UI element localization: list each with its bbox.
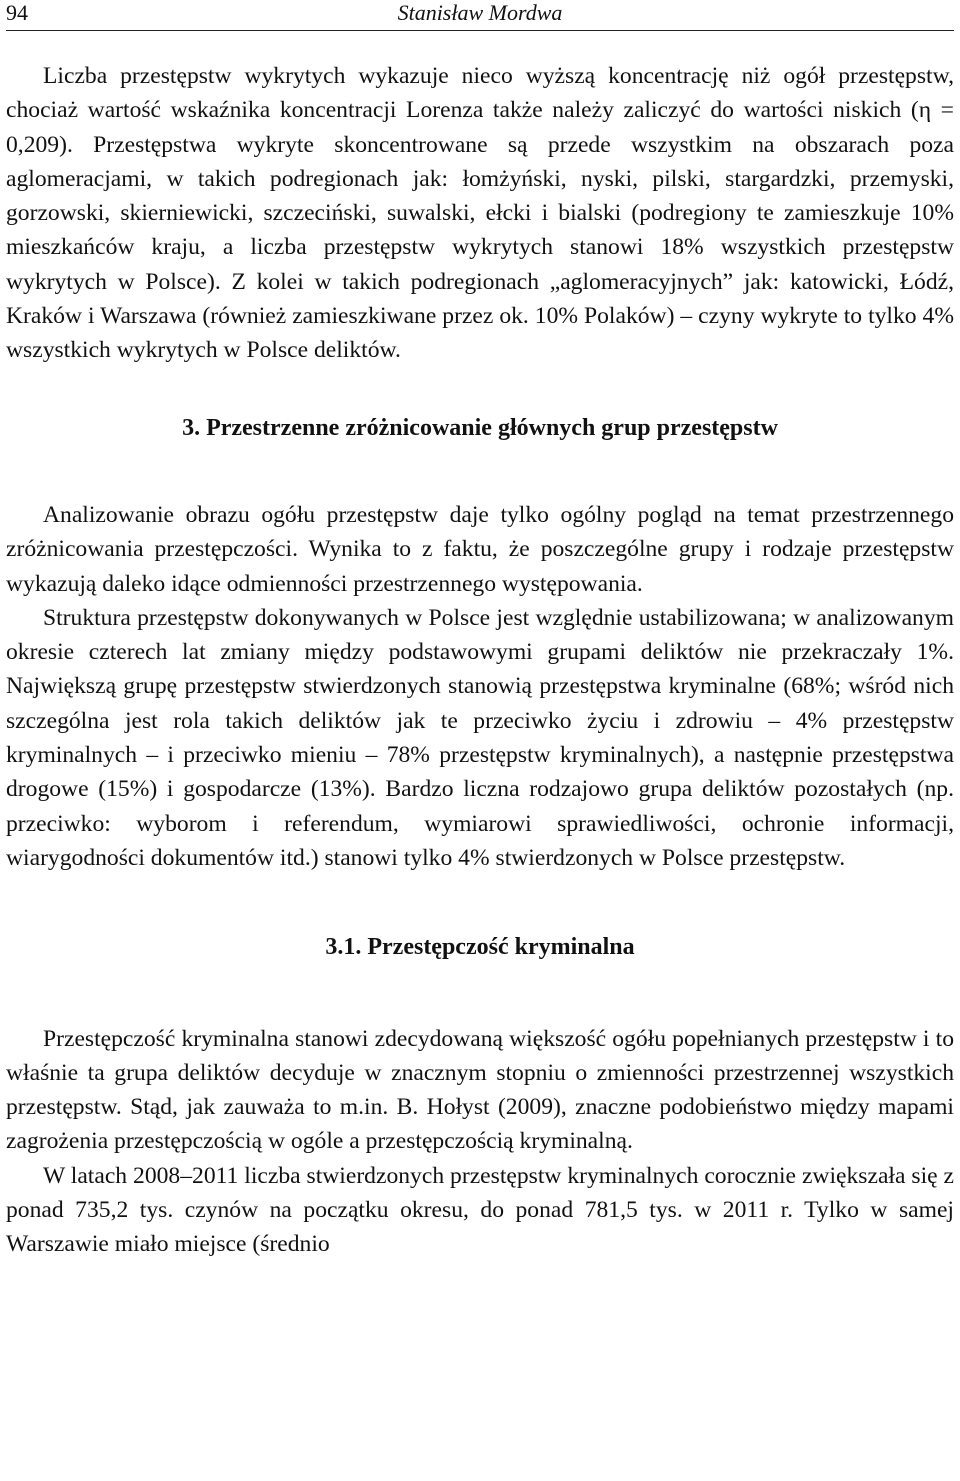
paragraph-yearly-trend: W latach 2008–2011 liczba stwierdzonych przestępstw kryminalnych corocznie zwiększała się z ponad 735,2 tys. czynów na początku okresu, do ponad 781,5 tys. w 2011 r. Tylko w samej Warszawie miało miejsce (średnio bbox=[6, 1162, 954, 1258]
page-body bbox=[6, 59, 954, 1262]
page-header bbox=[6, 0, 954, 31]
running-head-author: Stanisław Mordwa bbox=[397, 0, 563, 25]
paragraph-criminal-offences: Przestępczość kryminalna stanowi zdecydowaną większość ogółu popełnianych przestępstw i to właśnie ta grupa deliktów decyduje w znacznym stopniu o zmienności przestrzennej wszystkich przestępstw. Stąd, jak zauważa to m.in. B. Hołyst (2009), znaczne podobieństwo między mapami zagrożenia przestępczością w ogóle a przestępczością kryminalną. bbox=[6, 1025, 954, 1155]
paragraph-crime-structure: Struktura przestępstw dokonywanych w Polsce jest względnie ustabilizowana; w analizowanym okresie czterech lat zmiany między podstawowymi grupami deliktów nie przekraczały 1%. Największą grupę przestępstw stwierdzonych stanowią przestępstwa kryminalne (68%; wśród nich szczególna jest rola takich deliktów jak te przeciwko życiu i zdrowiu – 4% przestępstw kryminalnych – i przeciwko mieniu – 78% przestępstw kryminalnych), a następnie przestępstwa drogowe (15%) i gospodarcze (13%). Bardzo liczna rodzajowo grupa deliktów pozostałych (np. przeciwko: wyborom i referendum, wymiarowi sprawiedliwości, ochronie informacji, wiarygodności dokumentów itd.) stanowi tylko 4% stwierdzonych w Polsce przestępstw. bbox=[6, 604, 954, 871]
section-heading-3-1: 3.1. Przestępczość kryminalna bbox=[325, 934, 635, 961]
paragraph-lorenz-concentration: Liczba przestępstw wykrytych wykazuje nieco wyższą koncentrację niż ogół przestępstw, chociaż wartość wskaźnika koncentracji Lorenza także należy zaliczyć do wartości niskich (η = 0,209). Przestępstwa wykryte skoncentrowane są przede wszystkim na obszarach poza aglomeracjami, w takich podregionach jak: łomżyński, nyski, pilski, stargardzki, przemyski, gorzowski, skierniewicki, szczeciński, suwalski, ełcki i bialski (podregiony te zamieszkuje 10% mieszkańców kraju, a liczba przestępstw wykrytych stanowi 18% wszystkich przestępstw wykrytych w Polsce). Z kolei w takich podregionach „aglomeracyjnych” jak: katowicki, Łódź, Kraków i Warszawa (również zamieszkiwane przez ok. 10% Polaków) – czyny wykryte to tylko 4% wszystkich wykrytych w Polsce deliktów. bbox=[6, 63, 954, 364]
paragraph-spatial-differentiation: Analizowanie obrazu ogółu przestępstw daje tylko ogólny pogląd na temat przestrzennego zróżnicowania przestępczości. Wynika to z faktu, że poszczególne grupy i rodzaje przestępstw wykazują daleko idące odmienności przestrzennego występowania. bbox=[6, 501, 954, 597]
page-number: 94 bbox=[6, 0, 28, 25]
document-page bbox=[6, 0, 954, 1262]
section-heading-3: 3. Przestrzenne zróżnicowanie głównych grup przestępstw bbox=[182, 414, 778, 441]
